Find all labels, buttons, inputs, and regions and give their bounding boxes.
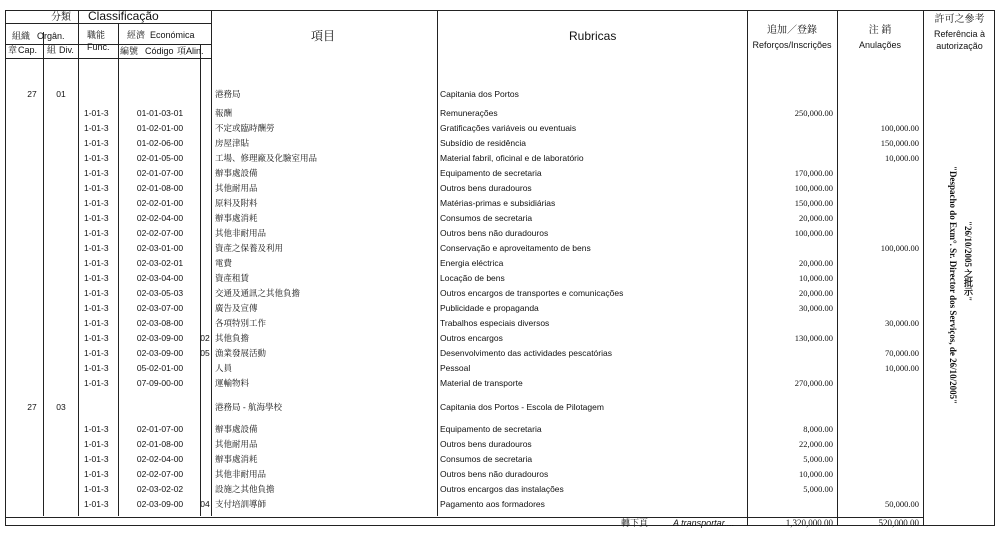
cell-anul: 30,000.00	[885, 318, 919, 328]
cell-func: 1-01-3	[84, 288, 109, 298]
cell-pt: Capitania dos Portos	[440, 89, 519, 99]
cell-func: 1-01-3	[84, 108, 109, 118]
header-reforcos-zh: 追加／登錄	[767, 25, 817, 36]
grid-line	[6, 23, 211, 24]
header-div-pt: Div.	[59, 45, 74, 55]
cell-func: 1-01-3	[84, 454, 109, 464]
cell-alin: 04	[200, 499, 210, 509]
header-organica-pt: Orgân.	[37, 31, 65, 41]
cell-zh: 房屋津貼	[215, 138, 250, 148]
cell-func: 1-01-3	[84, 138, 109, 148]
grid-line	[200, 44, 201, 516]
cell-pt: Equipamento de secretaria	[440, 424, 542, 434]
cell-zh: 廣告及宣傳	[215, 303, 258, 313]
header-div-zh: 組	[47, 45, 57, 55]
cell-code: 02-03-04-00	[136, 273, 184, 283]
cell-pt: Remunerações	[440, 108, 498, 118]
header-classificacao-pt: Classificação	[88, 9, 159, 23]
cell-pt: Outros bens duradouros	[440, 183, 532, 193]
cell-code: 01-01-03-01	[136, 108, 184, 118]
cell-ref: 20,000.00	[799, 213, 833, 223]
cell-code: 02-02-07-00	[136, 469, 184, 479]
cell-code: 02-01-08-00	[136, 439, 184, 449]
cell-pt: Matérias-primas e subsidiárias	[440, 198, 556, 208]
cell-zh: 支付培訓導師	[215, 499, 267, 509]
cell-pt: Outros encargos	[440, 333, 503, 343]
cell-code: 05-02-01-00	[136, 363, 184, 373]
cell-zh: 報酬	[215, 108, 233, 118]
cell-code: 02-03-02-02	[136, 484, 184, 494]
cell-code: 02-01-08-00	[136, 183, 184, 193]
cell-code: 01-02-06-00	[136, 138, 184, 148]
cell-zh: 電費	[215, 258, 233, 268]
cell-pt: Consumos de secretaria	[440, 213, 533, 223]
cell-pt: Material de transporte	[440, 378, 523, 388]
cell-pt: Pagamento aos formadores	[440, 499, 545, 509]
header-cap-zh: 章	[8, 45, 18, 55]
cell-zh: 不定或臨時酬勞	[215, 123, 275, 133]
cell-zh: 其他耐用品	[215, 439, 258, 449]
cell-zh: 辦事處設備	[215, 168, 258, 178]
cell-code: 07-09-00-00	[136, 378, 184, 388]
cell-pt: Energia eléctrica	[440, 258, 504, 268]
cell-func: 1-01-3	[84, 424, 109, 434]
cell-zh: 辦事處消耗	[215, 213, 258, 223]
cell-ref: 130,000.00	[794, 333, 833, 343]
cell-pt: Gratificações variáveis ou eventuais	[440, 123, 577, 133]
header-alin-pt: Alin.	[186, 46, 204, 56]
cell-pt: Publicidade e propaganda	[440, 303, 539, 313]
cell-code: 02-03-09-00	[136, 348, 184, 358]
authorization-line2: "Despacho do Exm°. Sr. Director dos Serviços, de 26/10/2005"	[948, 166, 958, 405]
cell-func: 1-01-3	[84, 333, 109, 343]
header-items-zh: 項目	[311, 29, 336, 43]
cell-ref: 100,000.00	[794, 183, 833, 193]
cell-zh: 其他負擔	[215, 333, 250, 343]
grid-line	[118, 23, 119, 516]
cell-func: 1-01-3	[84, 183, 109, 193]
cell-pt: Consumos de secretaria	[440, 454, 533, 464]
footer-total-reforcos: 1,320,000.00	[785, 518, 833, 528]
cell-func: 1-01-3	[84, 303, 109, 313]
header-organica-zh: 組織	[12, 31, 31, 41]
header-anul-pt: Anulações	[858, 40, 902, 50]
grid-line	[6, 58, 211, 59]
cell-func: 1-01-3	[84, 153, 109, 163]
cell-code: 02-02-04-00	[136, 213, 184, 223]
cell-code: 02-02-04-00	[136, 454, 184, 464]
cell-cap: 27	[27, 402, 37, 412]
cell-ref: 10,000.00	[799, 469, 833, 479]
header-codigo-zh: 編號	[120, 46, 139, 56]
header-econ-pt: Económica	[150, 30, 195, 40]
cell-ref: 22,000.00	[799, 439, 833, 449]
cell-func: 1-01-3	[84, 318, 109, 328]
cell-code: 02-01-05-00	[136, 153, 184, 163]
header-codigo-pt: Código	[145, 46, 174, 56]
cell-zh: 其他非耐用品	[215, 469, 267, 479]
cell-anul: 150,000.00	[880, 138, 919, 148]
footer-total-anulacoes: 520,000.00	[878, 518, 919, 528]
header-rubricas: Rubricas	[569, 29, 617, 43]
cell-pt: Outros bens não duradouros	[440, 469, 549, 479]
cell-code: 02-01-07-00	[136, 168, 184, 178]
cell-pt: Capitania dos Portos - Escola de Pilotagem	[440, 402, 604, 412]
cell-anul: 10,000.00	[885, 153, 919, 163]
cell-ref: 8,000.00	[803, 424, 833, 434]
authorization-line1: "26/10/2005 之批示"	[963, 221, 973, 302]
header-func-pt: Func.	[87, 42, 110, 52]
cell-func: 1-01-3	[84, 258, 109, 268]
cell-anul: 50,000.00	[885, 499, 919, 509]
grid-line	[837, 11, 838, 525]
cell-ref: 5,000.00	[803, 454, 833, 464]
cell-anul: 10,000.00	[885, 363, 919, 373]
header-ref-zh: 許可之參考	[934, 14, 985, 25]
cell-pt: Material fabril, oficinal e de laboratório	[440, 153, 584, 163]
cell-zh: 設施之其他負擔	[215, 484, 275, 494]
cell-zh: 辦事處設備	[215, 424, 258, 434]
cell-zh: 其他耐用品	[215, 183, 258, 193]
cell-code: 02-03-05-03	[136, 288, 184, 298]
cell-func: 1-01-3	[84, 228, 109, 238]
cell-func: 1-01-3	[84, 378, 109, 388]
footer-transport-zh: 轉下頁	[621, 518, 649, 528]
cell-func: 1-01-3	[84, 198, 109, 208]
header-anul-zh: 注 銷	[868, 25, 892, 36]
cell-func: 1-01-3	[84, 469, 109, 479]
cell-code: 01-02-01-00	[136, 123, 184, 133]
header-reforcos-pt: Reforços/Inscrições	[752, 40, 832, 50]
cell-ref: 30,000.00	[799, 303, 833, 313]
cell-func: 1-01-3	[84, 439, 109, 449]
cell-code: 02-03-02-01	[136, 258, 184, 268]
cell-func: 1-01-3	[84, 363, 109, 373]
cell-zh: 人員	[215, 363, 233, 373]
cell-func: 1-01-3	[84, 348, 109, 358]
cell-cap: 27	[27, 89, 37, 99]
cell-func: 1-01-3	[84, 273, 109, 283]
cell-pt: Pessoal	[440, 363, 471, 373]
cell-zh: 工場、修理廠及化驗室用品	[215, 153, 318, 163]
cell-func: 1-01-3	[84, 168, 109, 178]
grid-line	[43, 32, 44, 516]
cell-div: 03	[56, 402, 66, 412]
cell-code: 02-02-07-00	[136, 228, 184, 238]
cell-pt: Outros encargos de transportes e comunicações	[440, 288, 624, 298]
grid-line	[437, 11, 438, 516]
cell-zh: 運輸物料	[215, 378, 250, 388]
cell-anul: 100,000.00	[880, 123, 919, 133]
header-econ-zh: 經濟	[127, 30, 146, 40]
cell-alin: 05	[200, 348, 210, 358]
cell-code: 02-03-07-00	[136, 303, 184, 313]
cell-code: 02-03-09-00	[136, 499, 184, 509]
cell-func: 1-01-3	[84, 243, 109, 253]
cell-alin: 02	[200, 333, 210, 343]
cell-pt: Outros bens não duradouros	[440, 228, 549, 238]
cell-pt: Desenvolvimento das actividades pescatórias	[440, 348, 612, 358]
cell-pt: Trabalhos especiais diversos	[440, 318, 550, 328]
cell-func: 1-01-3	[84, 123, 109, 133]
cell-ref: 170,000.00	[794, 168, 833, 178]
cell-pt: Outros bens duradouros	[440, 439, 532, 449]
header-cap-pt: Cap.	[18, 45, 38, 55]
footer-transport-pt: A transportar....	[673, 518, 735, 528]
authorization-note	[939, 166, 979, 416]
cell-code: 02-03-09-00	[136, 333, 184, 343]
cell-zh: 資產租賃	[215, 273, 250, 283]
budget-table	[5, 10, 995, 526]
cell-anul: 100,000.00	[880, 243, 919, 253]
cell-pt: Locação de bens	[440, 273, 505, 283]
cell-code: 02-02-01-00	[136, 198, 184, 208]
cell-zh: 辦事處消耗	[215, 454, 258, 464]
cell-ref: 150,000.00	[794, 198, 833, 208]
cell-ref: 10,000.00	[799, 273, 833, 283]
cell-pt: Outros encargos das instalações	[440, 484, 564, 494]
cell-zh: 其他非耐用品	[215, 228, 267, 238]
cell-zh: 漁業發展活動	[215, 348, 267, 358]
cell-func: 1-01-3	[84, 484, 109, 494]
grid-line	[78, 11, 79, 516]
grid-line	[923, 11, 924, 525]
cell-ref: 20,000.00	[799, 288, 833, 298]
cell-ref: 20,000.00	[799, 258, 833, 268]
grid-line	[211, 11, 212, 516]
cell-pt: Subsídio de residência	[440, 138, 527, 148]
cell-div: 01	[56, 89, 66, 99]
cell-code: 02-03-01-00	[136, 243, 184, 253]
cell-ref: 270,000.00	[794, 378, 833, 388]
cell-zh: 各項特別工作	[215, 318, 267, 328]
header-ref-pt2: autorização	[936, 41, 983, 51]
header-func-zh: 職能	[87, 30, 106, 40]
header-ref-pt1: Referência à	[933, 29, 986, 39]
cell-func: 1-01-3	[84, 213, 109, 223]
header-classificacao-zh: 分類	[51, 12, 71, 23]
cell-func: 1-01-3	[84, 499, 109, 509]
cell-zh: 港務局	[215, 89, 241, 99]
cell-ref: 5,000.00	[803, 484, 833, 494]
header-alin-zh: 項	[177, 46, 187, 56]
cell-pt: Conservação e aproveitamento de bens	[440, 243, 591, 253]
cell-code: 02-03-08-00	[136, 318, 184, 328]
cell-ref: 250,000.00	[794, 108, 833, 118]
cell-pt: Equipamento de secretaria	[440, 168, 542, 178]
cell-zh: 交通及通訊之其他負擔	[215, 288, 301, 298]
cell-code: 02-01-07-00	[136, 424, 184, 434]
cell-ref: 100,000.00	[794, 228, 833, 238]
cell-anul: 70,000.00	[885, 348, 919, 358]
cell-zh: 原料及附料	[215, 198, 258, 208]
cell-zh: 港務局 - 航海學校	[215, 402, 283, 412]
cell-zh: 資產之保養及利用	[215, 243, 284, 253]
